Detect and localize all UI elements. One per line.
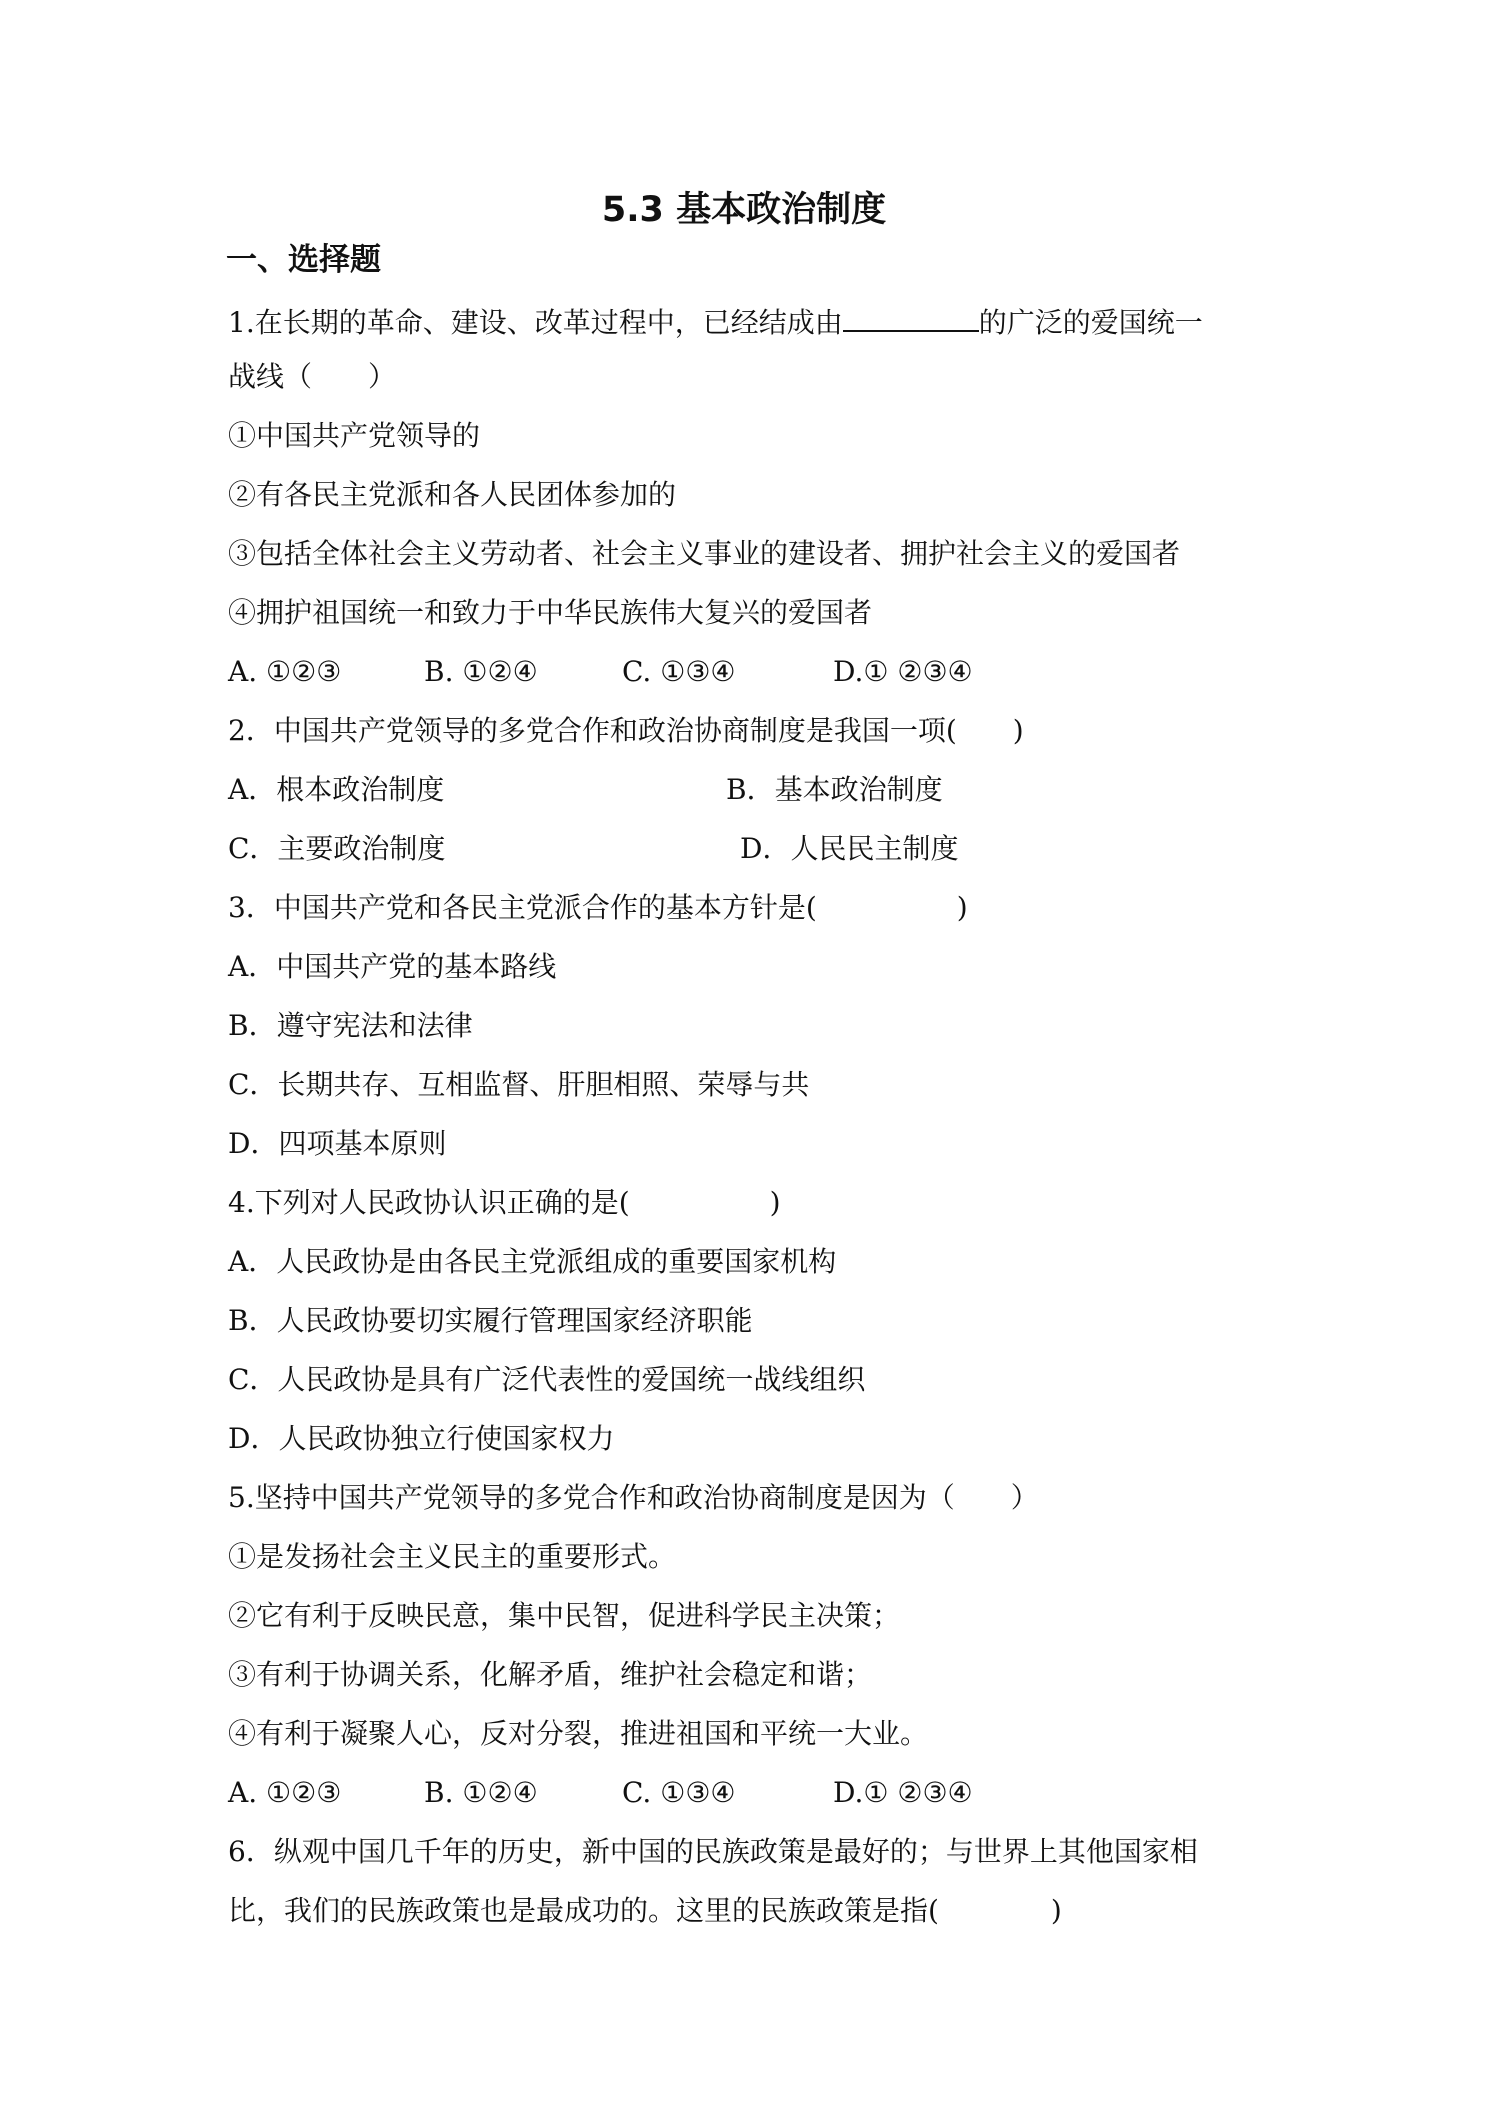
- question-3-option-b: B．遵守宪法和法律: [228, 1009, 473, 1042]
- question-5-option-d: D.① ②③④: [833, 1776, 973, 1809]
- question-1-stem-continued: 战线（ ）: [228, 360, 397, 393]
- question-1-item: ④拥护祖国统一和致力于中华民族伟大复兴的爱国者: [228, 596, 873, 629]
- question-5-item: ①是发扬社会主义民主的重要形式。: [228, 1540, 677, 1573]
- question-5-option-b: B. ①②④: [424, 1776, 538, 1809]
- section-heading: 一、选择题: [226, 242, 381, 278]
- question-1-option-d: D.① ②③④: [833, 655, 973, 688]
- question-6-stem-continued: 比，我们的民族政策也是最成功的。这里的民族政策是指( ): [228, 1894, 1062, 1927]
- question-6-stem: 6．纵观中国几千年的历史，新中国的民族政策是最好的；与世界上其他国家相: [228, 1835, 1198, 1868]
- question-1-option-a: A. ①②③: [228, 655, 342, 688]
- question-3-stem: 3．中国共产党和各民主党派合作的基本方针是( ): [228, 891, 968, 924]
- question-4-option-b: B．人民政协要切实履行管理国家经济职能: [228, 1304, 753, 1337]
- question-1-item: ②有各民主党派和各人民团体参加的: [228, 478, 677, 511]
- question-4-stem: 4.下列对人民政协认识正确的是( ): [228, 1186, 781, 1219]
- question-5-stem: 5.坚持中国共产党领导的多党合作和政治协商制度是因为（ ）: [228, 1481, 1039, 1514]
- question-1-stem-part-a: 1.在长期的革命、建设、改革过程中，已经结成由: [228, 306, 843, 339]
- question-2-option-d: D．人民民主制度: [740, 832, 959, 865]
- question-1-stem: [228, 304, 1203, 337]
- question-3-option-a: A．中国共产党的基本路线: [228, 950, 557, 983]
- question-5-item: ④有利于凝聚人心，反对分裂，推进祖国和平统一大业。: [228, 1717, 929, 1750]
- question-3-option-d: D．四项基本原则: [228, 1127, 447, 1160]
- question-1-item: ③包括全体社会主义劳动者、社会主义事业的建设者、拥护社会主义的爱国者: [228, 537, 1181, 570]
- question-5-option-c: C. ①③④: [622, 1776, 736, 1809]
- question-2-option-b: B．基本政治制度: [726, 773, 943, 806]
- question-5-item: ②它有利于反映民意，集中民智，促进科学民主决策；: [228, 1599, 901, 1632]
- question-5-item: ③有利于协调关系，化解矛盾，维护社会稳定和谐；: [228, 1658, 873, 1691]
- page-title: 5.3 基本政治制度: [601, 190, 887, 230]
- question-2-option-c: C．主要政治制度: [228, 832, 446, 865]
- question-1-option-c: C. ①③④: [622, 655, 736, 688]
- question-2-option-a: A．根本政治制度: [228, 773, 445, 806]
- question-3-option-c: C．长期共存、互相监督、肝胆相照、荣辱与共: [228, 1068, 810, 1101]
- question-1-option-b: B. ①②④: [424, 655, 538, 688]
- question-5-option-a: A. ①②③: [228, 1776, 342, 1809]
- question-2-stem: 2．中国共产党领导的多党合作和政治协商制度是我国一项( ): [228, 714, 1024, 747]
- question-1-stem-part-b: 的广泛的爱国统一: [978, 306, 1203, 339]
- question-4-option-a: A．人民政协是由各民主党派组成的重要国家机构: [228, 1245, 837, 1278]
- question-1-item: ①中国共产党领导的: [228, 419, 481, 452]
- question-4-option-c: C．人民政协是具有广泛代表性的爱国统一战线组织: [228, 1363, 866, 1396]
- question-4-option-d: D．人民政协独立行使国家权力: [228, 1422, 615, 1455]
- answer-blank: [843, 304, 979, 332]
